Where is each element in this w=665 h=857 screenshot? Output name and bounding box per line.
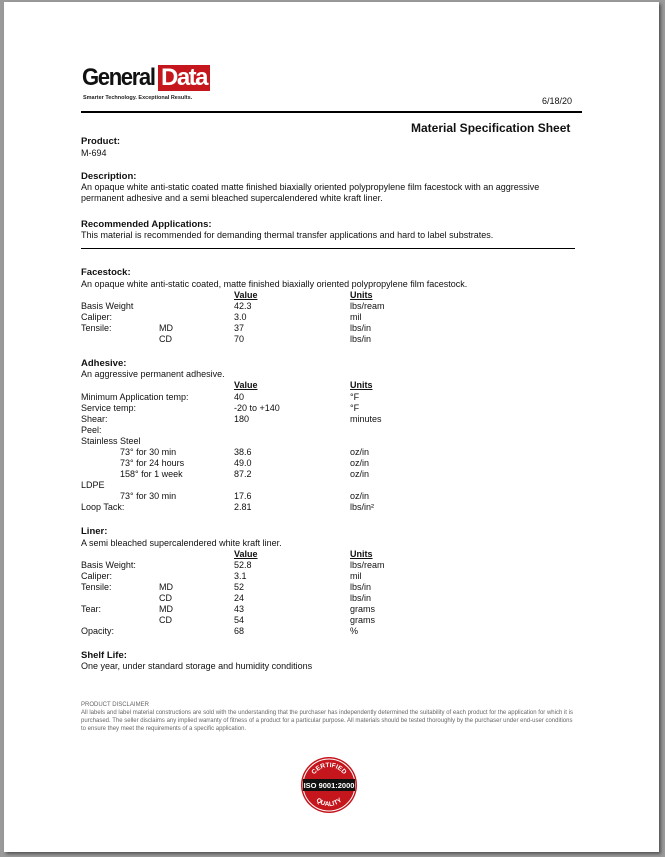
row-value: 43 [234,604,245,614]
row-units: oz/in [350,469,370,479]
row-units: minutes [350,414,382,424]
facestock-units-header: Units [350,290,373,300]
row-name: Caliper: [81,312,113,322]
adhesive-value-header: Value [234,380,258,390]
row-name: Basis Weight [81,301,134,311]
row-value: 52 [234,582,245,592]
row-units: grams [350,604,376,614]
sheet-title: Material Specification Sheet [411,121,571,135]
row-name: Minimum Application temp: [81,392,189,402]
row-units: lbs/in [350,334,372,344]
row-units: oz/in [350,458,370,468]
row-sub: MD [159,604,173,614]
row-name: Caliper: [81,571,113,581]
row-name: 73° for 24 hours [120,458,185,468]
row-name: 158° for 1 week [120,469,183,479]
ldpe-label: LDPE [81,480,105,490]
row-value: 3.1 [234,571,247,581]
row-value: 17.6 [234,491,252,501]
row-sub: MD [159,323,173,333]
row-value: 52.8 [234,560,252,570]
row-units: lbs/in² [350,502,375,512]
row-value: 37 [234,323,245,333]
applications-text: This material is recommended for demanding thermal transfer applications and hard to label substrates. [81,230,494,240]
row-units: lbs/ream [350,560,385,570]
company-logo [82,62,212,102]
row-units: grams [350,615,376,625]
row-name: Opacity: [81,626,115,636]
row-value: 180 [234,414,250,424]
row-name: Shear: [81,414,108,424]
row-name: Tensile: [81,582,112,592]
logo-data-text: Data [161,64,208,91]
facestock-label: Facestock: [81,267,131,278]
row-value: 42.3 [234,301,252,311]
description-line-2: permanent adhesive and a semi bleached supercalendered white kraft liner. [81,193,383,203]
row-value: 40 [234,392,245,402]
row-sub: CD [159,593,172,603]
peel-label: Peel: [81,425,102,435]
liner-label: Liner: [81,526,108,537]
row-units: lbs/in [350,582,372,592]
seal-bottom-text: QUALITY [314,796,344,809]
disclaimer-text: All labels and label material constructions are sold with the understanding that the purchaser has independently determined the suitability of each product for the application for which it is purchased. The seller disclaims any implied warranty of fitness of a product for a particular purpose. All materials should be tested thoroughly by the purchaser under end-user conditions to ensure they meet the requirements of a specific application. [81,710,573,732]
row-name: Service temp: [81,403,137,413]
row-value: 38.6 [234,447,252,457]
description-label: Description: [81,171,137,182]
adhesive-label: Adhesive: [81,358,127,369]
row-value: 68 [234,626,245,636]
row-sub: MD [159,582,173,592]
stainless-steel-label: Stainless Steel [81,436,141,446]
facestock-value-header: Value [234,290,258,300]
shelf-life-text: One year, under standard storage and humidity conditions [81,661,313,671]
row-units: mil [350,312,362,322]
row-units: °F [350,403,360,413]
row-units: lbs/ream [350,301,385,311]
logo-general-text: General [82,64,155,91]
row-units: lbs/in [350,593,372,603]
row-sub: CD [159,334,172,344]
logo-tagline: Smarter Technology. Exceptional Results. [83,95,193,101]
row-value: 54 [234,615,245,625]
facestock-text: An opaque white anti-static coated, matte finished biaxially oriented polypropylene film facestock. [81,279,468,289]
row-units: % [350,626,359,636]
row-value: 70 [234,334,245,344]
row-name: Tensile: [81,323,112,333]
row-units: oz/in [350,447,370,457]
row-name: 73° for 30 min [120,491,177,501]
iso-certified-seal [300,756,358,814]
document-page [4,2,659,852]
description-line-1: An opaque white anti-static coated matte finished biaxially oriented polypropylene film facestock with an aggressive [81,182,540,192]
applications-label: Recommended Applications: [81,219,212,230]
liner-value-header: Value [234,549,258,559]
row-name: Tear: [81,604,102,614]
row-value: 49.0 [234,458,252,468]
row-units: °F [350,392,360,402]
product-value: M-694 [81,148,107,158]
row-name: Basis Weight: [81,560,136,570]
row-name: Loop Tack: [81,502,125,512]
liner-units-header: Units [350,549,373,559]
row-units: oz/in [350,491,370,501]
row-value: 2.81 [234,502,252,512]
seal-middle-text: ISO 9001:2000 [303,781,355,790]
row-value: 87.2 [234,469,252,479]
product-label: Product: [81,136,121,147]
row-value: 3.0 [234,312,247,322]
row-units: lbs/in [350,323,372,333]
seal-top-text: CERTIFIED [310,761,348,776]
header-rule [81,111,582,113]
row-value: -20 to +140 [234,403,280,413]
row-name: 73° for 30 min [120,447,177,457]
row-units: mil [350,571,362,581]
disclaimer-title: PRODUCT DISCLAIMER [81,702,149,708]
section-rule [81,248,575,249]
shelf-life-label: Shelf Life: [81,650,127,661]
liner-text: A semi bleached supercalendered white kraft liner. [81,538,282,548]
adhesive-units-header: Units [350,380,373,390]
row-sub: CD [159,615,172,625]
document-date: 6/18/20 [542,96,573,106]
adhesive-text: An aggressive permanent adhesive. [81,369,225,379]
row-value: 24 [234,593,245,603]
